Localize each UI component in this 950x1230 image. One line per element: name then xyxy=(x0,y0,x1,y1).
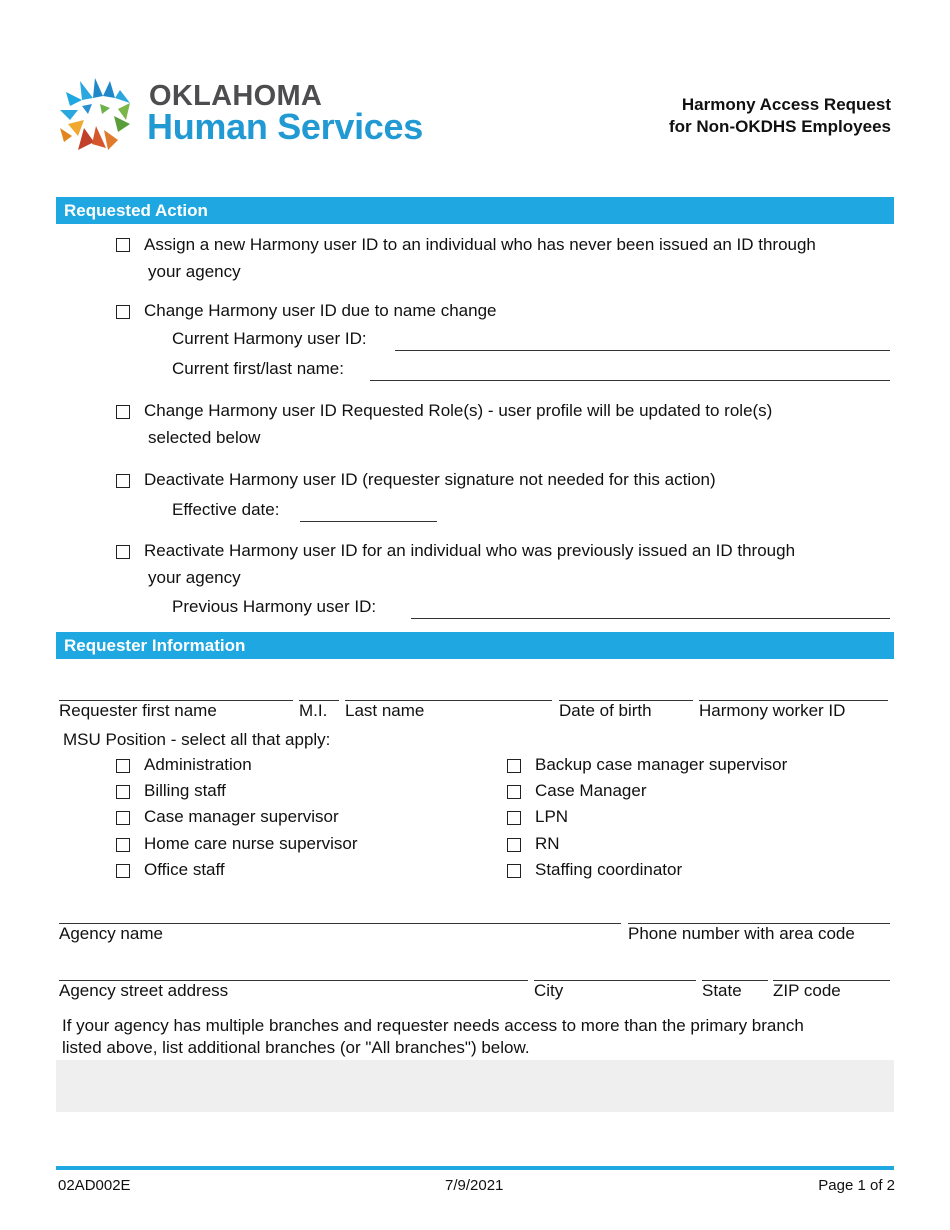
position-label: Staffing coordinator xyxy=(535,860,683,879)
branches-instructions-cont: listed above, list additional branches (or "All branches") below. xyxy=(62,1038,530,1057)
middle-initial-label: M.I. xyxy=(299,701,328,720)
logo-wordmark-state: OKLAHOMA xyxy=(149,80,323,112)
zip-code-label: ZIP code xyxy=(773,981,841,1000)
current-user-id-label: Current Harmony user ID: xyxy=(172,329,367,348)
position-label: RN xyxy=(535,834,560,853)
checkbox-home-care-nurse-supervisor[interactable] xyxy=(116,838,130,852)
revision-date: 7/9/2021 xyxy=(445,1177,504,1194)
checkbox-case-manager-supervisor[interactable] xyxy=(116,811,130,825)
position-label: Home care nurse supervisor xyxy=(144,834,358,853)
assign-new-id-label: Assign a new Harmony user ID to an individual who has never been issued an ID through xyxy=(144,235,816,254)
logo-wordmark-agency: Human Services xyxy=(147,106,423,147)
position-label: Backup case manager supervisor xyxy=(535,755,788,774)
position-label: Billing staff xyxy=(144,781,226,800)
checkbox-case-manager[interactable] xyxy=(507,785,521,799)
previous-user-id-label: Previous Harmony user ID: xyxy=(172,597,377,616)
state-label: State xyxy=(702,981,742,1000)
phone-number-label: Phone number with area code xyxy=(628,924,855,943)
last-name-label: Last name xyxy=(345,701,425,720)
effective-date-label: Effective date: xyxy=(172,500,280,519)
first-name-label: Requester first name xyxy=(59,701,217,720)
checkbox-office-staff[interactable] xyxy=(116,864,130,878)
checkbox-backup-case-manager-supervisor[interactable] xyxy=(507,759,521,773)
document-title-line-2: for Non-OKDHS Employees xyxy=(669,117,891,136)
checkbox-staffing-coordinator[interactable] xyxy=(507,864,521,878)
current-name-label: Current first/last name: xyxy=(172,359,344,378)
section-header-requester-information: Requester Information xyxy=(56,632,894,659)
previous-user-id-field[interactable] xyxy=(411,618,890,619)
reactivate-label: Reactivate Harmony user ID for an individual who was previously issued an ID through xyxy=(144,541,796,560)
checkbox-billing-staff[interactable] xyxy=(116,785,130,799)
checkbox-reactivate[interactable] xyxy=(116,545,130,559)
current-user-id-field[interactable] xyxy=(395,350,890,351)
name-change-label: Change Harmony user ID due to name change xyxy=(144,301,497,320)
assign-new-id-label-cont: your agency xyxy=(148,262,241,281)
document-title xyxy=(669,94,891,138)
city-label: City xyxy=(534,981,564,1000)
effective-date-field[interactable] xyxy=(300,521,437,522)
checkbox-administration[interactable] xyxy=(116,759,130,773)
checkbox-assign-new-id[interactable] xyxy=(116,238,130,252)
position-label: Case Manager xyxy=(535,781,647,800)
agency-name-label: Agency name xyxy=(59,924,163,943)
street-address-label: Agency street address xyxy=(59,981,229,1000)
role-change-label-cont: selected below xyxy=(148,428,261,447)
form-number: 02AD002E xyxy=(58,1177,131,1194)
date-of-birth-label: Date of birth xyxy=(559,701,652,720)
checkbox-lpn[interactable] xyxy=(507,811,521,825)
footer-rule xyxy=(56,1166,894,1170)
position-label: LPN xyxy=(535,807,569,826)
checkbox-name-change[interactable] xyxy=(116,305,130,319)
page-number: Page 1 of 2 xyxy=(818,1177,895,1194)
position-label: Case manager supervisor xyxy=(144,807,339,826)
checkbox-rn[interactable] xyxy=(507,838,521,852)
additional-branches-field[interactable] xyxy=(56,1060,894,1112)
deactivate-label: Deactivate Harmony user ID (requester signature not needed for this action) xyxy=(144,470,716,489)
agency-logo-icon xyxy=(58,76,136,156)
position-label: Office staff xyxy=(144,860,225,879)
harmony-worker-id-label: Harmony worker ID xyxy=(699,701,846,720)
current-name-field[interactable] xyxy=(370,380,890,381)
position-label: Administration xyxy=(144,755,252,774)
role-change-label: Change Harmony user ID Requested Role(s) - user profile will be updated to role(s) xyxy=(144,401,773,420)
checkbox-deactivate[interactable] xyxy=(116,474,130,488)
branches-instructions: If your agency has multiple branches and requester needs access to more than the primary branch xyxy=(62,1016,804,1035)
document-title-line-1: Harmony Access Request xyxy=(681,95,891,114)
reactivate-label-cont: your agency xyxy=(148,568,241,587)
checkbox-role-change[interactable] xyxy=(116,405,130,419)
section-header-requested-action: Requested Action xyxy=(56,197,894,224)
msu-position-label: MSU Position - select all that apply: xyxy=(63,730,331,749)
